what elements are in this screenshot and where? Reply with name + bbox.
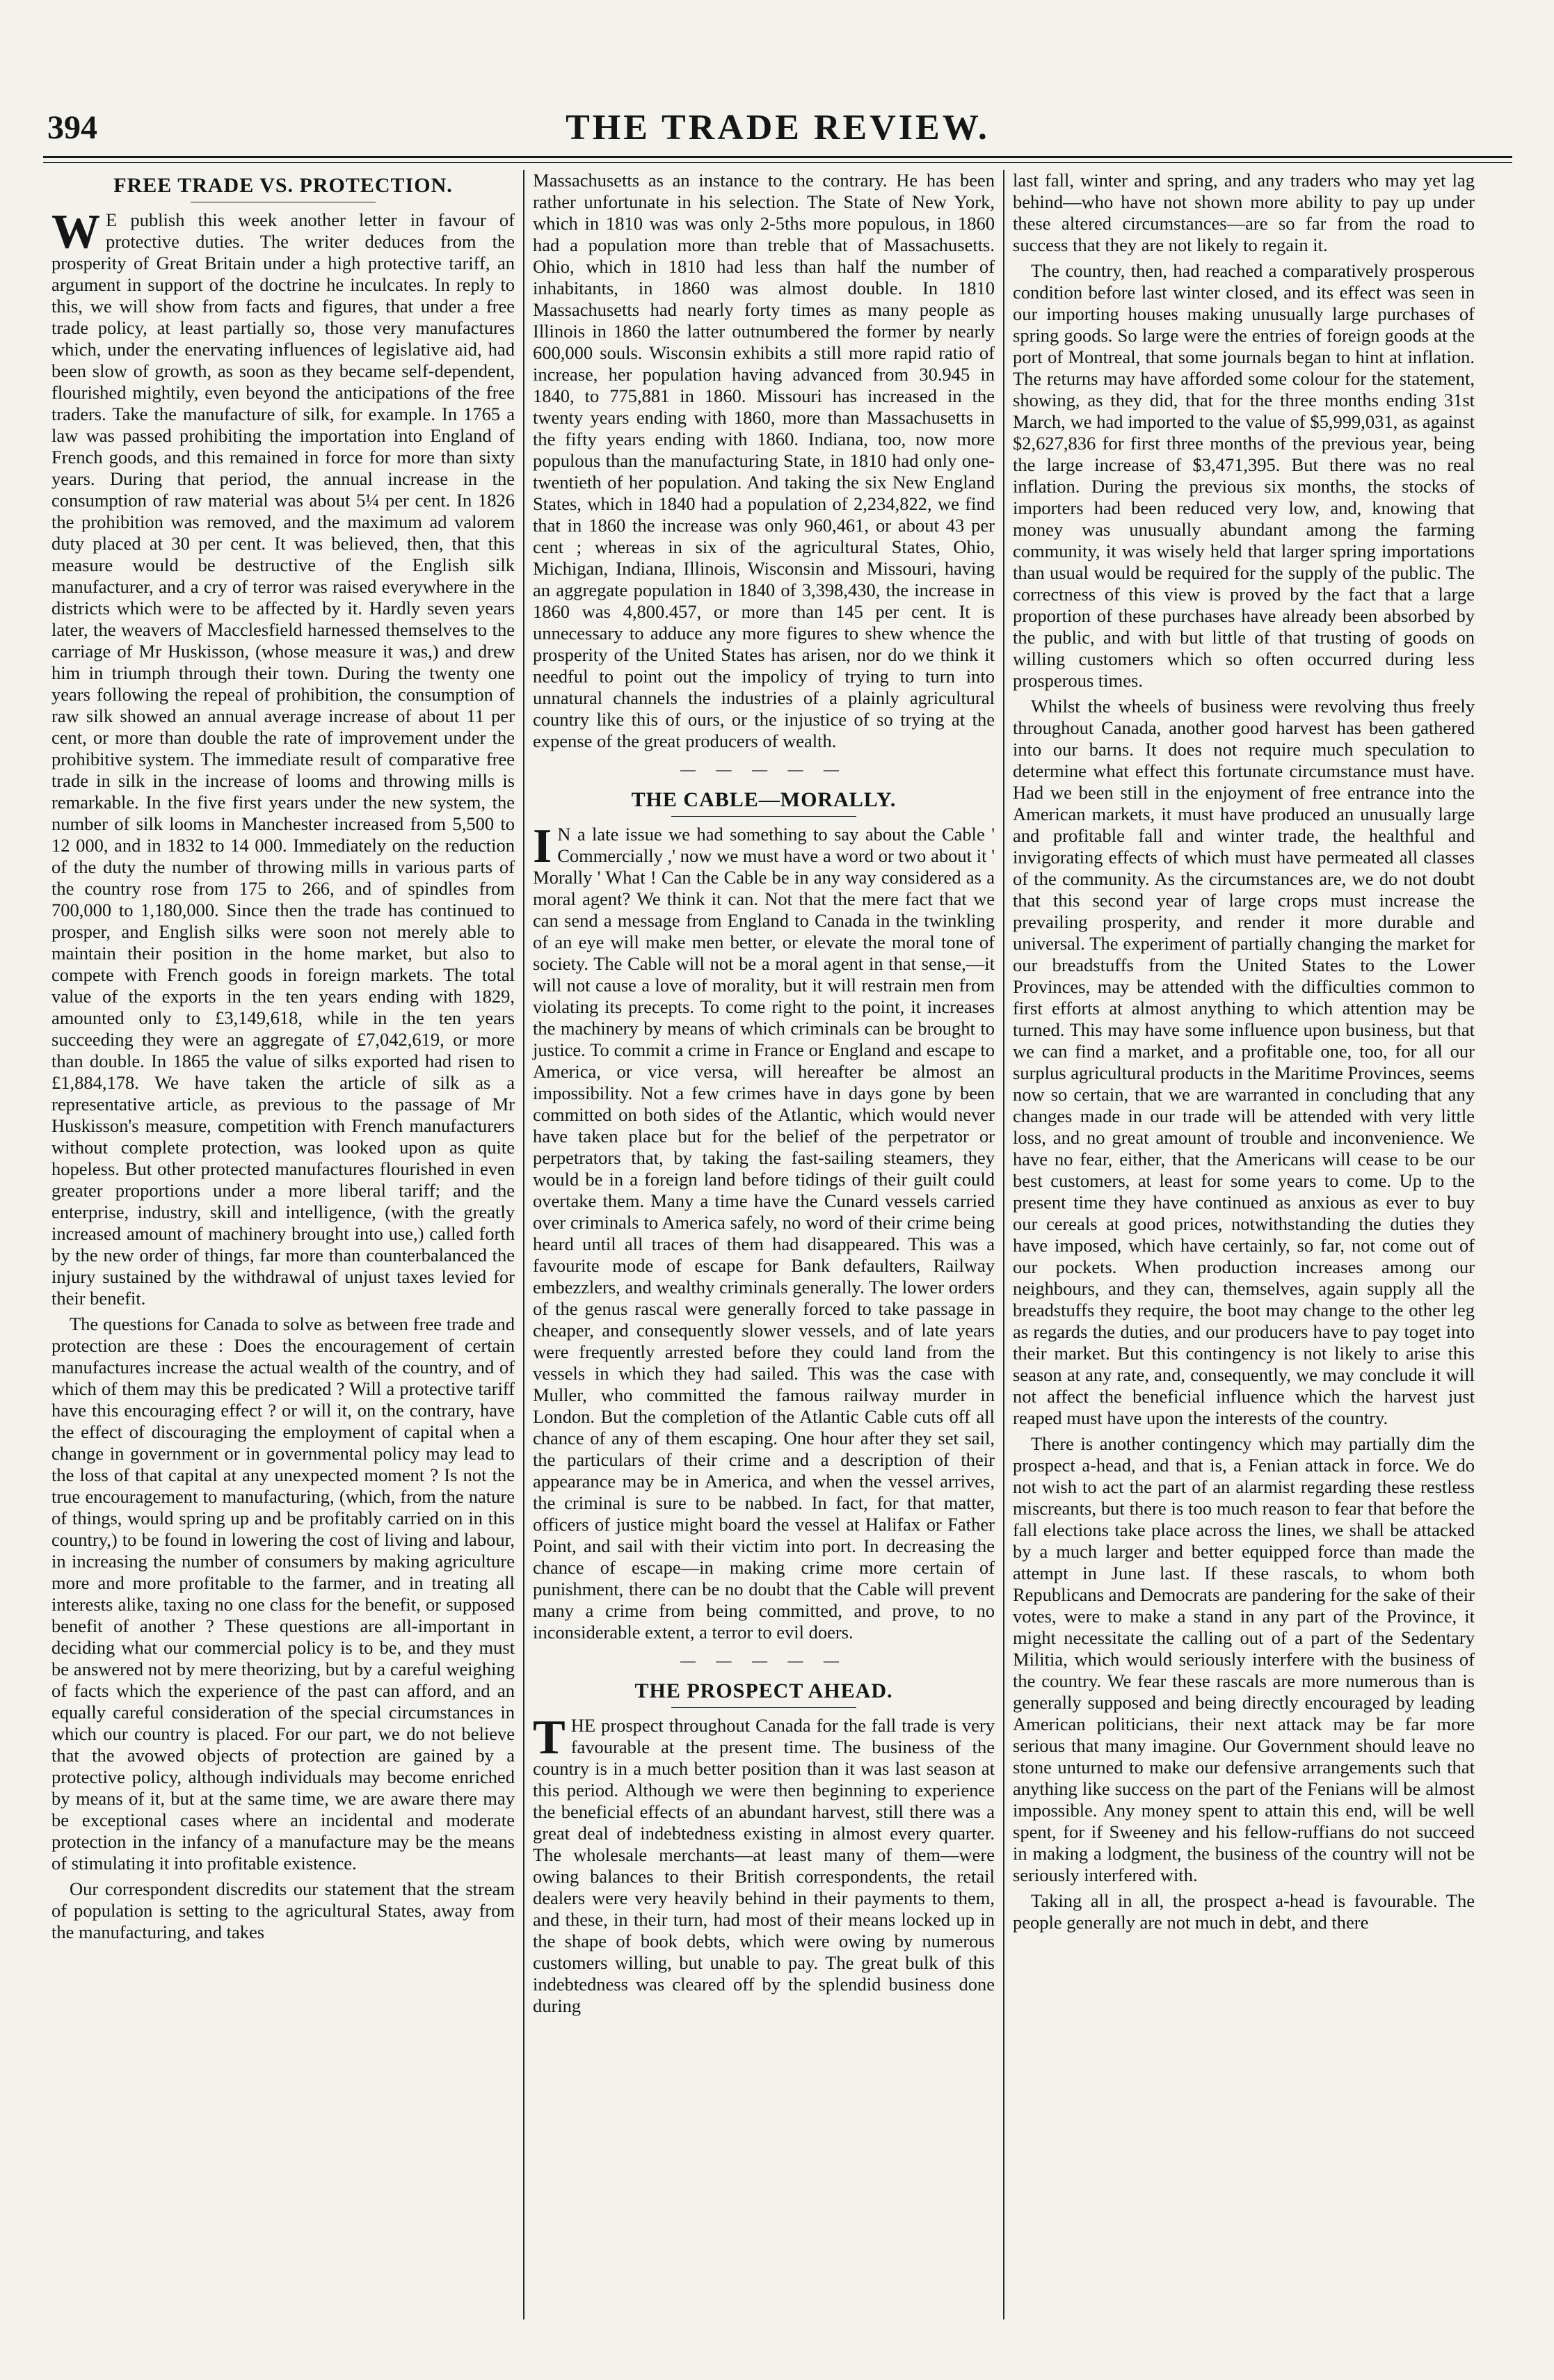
article-separator: — — — — — bbox=[680, 760, 847, 778]
masthead-rule bbox=[43, 162, 1512, 163]
prospect-paragraph: Taking all in all, the prospect a-head is favourable. The people generally are not much in debt, and there bbox=[1013, 1890, 1475, 1933]
prospect-lead-text: HE prospect throughout Canada for the fall trade is very favourable at the present time. The business of the country is in a much better position than it was last season at this period. Although we were then beginning to experience the beneficial effects of an abundant harvest, still there was a great deal of indebtedness existing in almost every quarter. The wholesale merchants—at least many of them—were owing balances to their British correspondents, the retail dealers were very heavily behind in their payments to them, and these, in their turn, had most of their means locked up in the shape of book debts, which were owing by numerous customers willing, but unable to pay. The great bulk of this indebtedness was cleared off by the splendid business done during bbox=[533, 1715, 995, 2016]
free-trade-paragraph: The questions for Canada to solve as between free trade and protection are these : Does the encouragement of certain manufactures increase the actual wealth of the country, and of which of them may this be predicated ? Will a protective tariff have this encouraging effect ? or will it, on the contrary, have the effect of discouraging the employment of capital when a change in government or in governmental policy may lead to the loss of that capital at any unexpected moment ? Is not the true encouragement to manufacturing, (which, from the nature of things, would spring up and be profitably carried on in this country,) to be found in lowering the cost of living and labour, in increasing the number of consumers by making agriculture more and more profitable to the farmer, and in treating all interests alike, taxing no one class for the benefit, or supposed benefit of another ? These questions are all-important in deciding what our commercial policy is to be, and they must be answered not by mere theorizing, but by a careful weighing of facts which the experience of the past can afford, and an equally careful consideration of the special circumstances in which our country is placed. For our part, we do not believe that the avowed objects of protection are gained by a protective policy, although individuals may become enriched by means of it, but at the same time, we are aware there may be exceptional cases where an incidental and moderate protection in the infancy of a manufacture may be the means of stimulating it into profitable existence. bbox=[51, 1313, 515, 1874]
free-trade-lead bbox=[51, 205, 515, 1309]
dropcap: T bbox=[533, 1711, 566, 1764]
page-number: 394 bbox=[47, 109, 97, 146]
column-3 bbox=[1003, 170, 1483, 2319]
free-trade-title: FREE TRADE VS. PROTECTION. bbox=[113, 174, 453, 197]
cable-lead bbox=[533, 820, 995, 1643]
prospect-paragraph: There is another contingency which may partially dim the prospect a-head, and that is, a Fenian attack in force. We do not wish to act the part of an alarmist regarding these restless miscreants, but there is too much reason to fear that before the fall elections take place across the lines, we shall be attacked by a much larger and better equipped force than made the attempt in June last. If these rascals, to whom both Republicans and Democrats are pandering for the sake of their votes, were to make a stand in any part of the Province, it might necessitate the calling out of a part of the Sedentary Militia, which would seriously interfere with the business of the country. We fear these rascals are more numerous than is generally supposed and being directly encouraged by leading American politicians, their next attack may be far more serious that many imagine. Our Government should leave no stone unturned to make our defensive arrangements such that anything like success on the part of the Fenians will be almost impossible. Any money spent to attain this end, will be well spent, for if Sweeney and his fellow-ruffians do not succeed in making a lodgment, the business of the country will not be seriously interfered with. bbox=[1013, 1433, 1475, 1885]
masthead-title: THE TRADE REVIEW. bbox=[566, 108, 990, 147]
title-rule bbox=[671, 816, 856, 817]
article-separator: — — — — — bbox=[680, 1652, 847, 1669]
free-trade-continued: Massachusetts as an instance to the contrary. He has been rather unfortunate in his selection. The State of New York, which in 1810 was was only 2-5ths more populous, in 1860 had a population more than treble that of Massachusetts. Ohio, which in 1810 had less than half the number of inhabitants, in 1860 was almost double. In 1810 Massachusetts had nearly forty times as many people as Illinois in 1860 the latter outnumbered the former by nearly 600,000 souls. Wisconsin exhibits a still more rapid ratio of increase, her population having advanced from 30.945 in 1840, to 775,881 in 1860. Missouri has increased in the twenty years ending with 1860, more than Massachusetts in the fifty years ending with 1860. Indiana, too, now more populous than the manufacturing State, in 1810 had only one-twentieth of her population. And taking the six New England States, which in 1840 had a population of 2,234,822, we find that in 1860 the increase was only 960,461, or about 43 per cent ; whereas in six of the agricultural States, Ohio, Michigan, Indiana, Illinois, Wisconsin and Missouri, having an aggregate population in 1840 of 3,398,430, the increase in 1860 was 4,800.457, or more than 145 per cent. It is unnecessary to adduce any more figures to shew whence the prosperity of the United States has arisen, nor do we think it needful to point out the impolicy of trying to turn into unnatural channels the industries of a plainly agricultural country like this of ours, or the injustice of so trying at the expense of the great producers of wealth. bbox=[533, 170, 995, 751]
dropcap: W bbox=[51, 205, 100, 259]
dropcap: I bbox=[533, 820, 552, 873]
cable-title: THE CABLE—MORALLY. bbox=[631, 788, 897, 811]
masthead bbox=[43, 104, 1512, 158]
title-rule bbox=[671, 1707, 856, 1708]
prospect-title: THE PROSPECT AHEAD. bbox=[634, 1679, 893, 1702]
prospect-paragraph: last fall, winter and spring, and any traders who may yet lag behind—who have not shown more ability to pay up under these altered circumstances—are so far from the road to success that they are not likely to regain it. bbox=[1013, 170, 1475, 255]
cable-lead-text: N a late issue we had something to say about the Cable ' Commercially ,' now we must have a word or two about it ' Morally ' What ! Can the Cable be in any way considered as a moral agent? We think it can. Not that the mere fact that we can send a message from England to Canada in the twinkling of an eye will make men better, or elevate the moral tone of society. The Cable will not be a moral agent in that sense,—it will not cause a love of morality, but it will restrain men from violating its precepts. To come right to the point, it increases the machinery by means of which criminals can be brought to justice. To commit a crime in France or England and escape to America, or vice versa, will hereafter be almost an impossibility. Not a few crimes have in days gone by been committed on both sides of the Atlantic, which would never have taken place but for the belief of the perpetrator or perpetrators that, by taking the fast-sailing steamers, they would be in a foreign land before tidings of their guilt could overtake them. Many a time have the Cunard vessels carried over criminals to America safely, no word of their crime being heard until all traces of them had disappeared. This was a favourite mode of escape for Bank defaulters, Railway embezzlers, and wealthy criminals generally. The lower orders of the genus rascal were generally forced to take passage in cheaper, and consequently slower vessels, and of late years were frequently arrested before they could land from the vessels in which they had sailed. This was the case with Muller, who committed the famous railway murder in London. But the completion of the Atlantic Cable cuts off all chance of any of them escaping. One hour after they set sail, the particulars of their crime and a description of their appearance may be in America, and when the vessel arrives, the criminal is sure to be nabbed. In fact, for that matter, officers of justice might board the vessel at Halifax or Father Point, and sail with their victim into port. In decreasing the chance of escape—in making crime more certain of punishment, there can be no doubt that the Cable will prevent many a crime from being committed, and prove, to no inconsiderable extent, a terror to evil doers. bbox=[533, 824, 995, 1643]
column-2 bbox=[523, 170, 1003, 2319]
columns bbox=[43, 170, 1512, 2319]
free-trade-lead-text: E publish this week another letter in favour of protective duties. The writer deduces from the prosperity of Great Britain under a high protective tariff, an argument in support of the doctrine he inculcates. In reply to this, we will show from facts and figures, that under a free trade policy, at least partially so, those very manufactures which, under the enervating influences of legislative aid, had been slow of growth, as soon as they became self-dependent, flourished mightily, even beyond the anticipations of the free traders. Take the manufacture of silk, for example. In 1765 a law was passed prohibiting the importation into England of French goods, and this remained in force for more than sixty years. During that period, the annual increase in the consumption of raw material was about 5¼ per cent. In 1826 the prohibition was removed, and the maximum ad valorem duty placed at 30 per cent. It was believed, then, that this measure would be destructive of the English silk manufacturer, and a cry of terror was raised everywhere in the districts which were to be affected by it. Hardly seven years later, the weavers of Macclesfield harnessed themselves to the carriage of Mr Huskisson, (whose measure it was,) and drew him in triumph through their town. During the twenty one years following the repeal of prohibition, the consumption of raw silk showed an annual average increase of about 11 per cent, or more than double the rate of improvement under the prohibitive system. The immediate result of comparative free trade in silk in the increase of looms and throwing mills is remarkable. In the five first years under the new system, the number of silk looms in Manchester increased from 5,500 to 12 000, and in 1832 to 14 000. Immediately on the reduction of the duty the number of throwing mills in various parts of the country rose from 175 to 266, and of spindles from 700,000 to 1,180,000. Since then the trade has continued to prosper, and English silks were soon not merely able to maintain their position in the home market, but also to compete with French goods in foreign markets. The total value of the exports in the ten years ending with 1829, amounted only to £3,149,618, while in the ten years succeeding they were an aggregate of £7,042,619, or more than double. In 1865 the value of silks exported had risen to £1,884,178. We have taken the article of silk as a representative article, as previous to the passage of Mr Huskisson's measure, competition with French manufacturers without complete protection, was looked upon as quite hopeless. But other protected manufactures flourished in even greater proportions under a more liberal tariff; and the enterprise, industry, skill and intelligence, (with the greatly increased amount of machinery brought into use,) called forth by the new order of things, far more than counterbalanced the injury sustained by the withdrawal of unjust taxes levied for their benefit. bbox=[51, 209, 515, 1309]
prospect-lead bbox=[533, 1711, 995, 2017]
free-trade-paragraph: Our correspondent discredits our statement that the stream of population is setting to the agricultural States, away from the manufacturing, and takes bbox=[51, 1878, 515, 1942]
prospect-paragraph: Whilst the wheels of business were revolving thus freely throughout Canada, another good harvest has been gathered into our barns. It does not require much speculation to determine what effect this fortunate circumstance must have. Had we been still in the enjoyment of free entrance into the American markets, it must have produced an unusually large and profitable fall and winter trade, the healthful and invigorating effects of which must have permeated all classes of the community. As the circumstances are, we do not doubt that this second year of large crops must increase the prevailing prosperity, and render it more durable and universal. The experiment of partially changing the market for our breadstuffs from the United States to the Lower Provinces, may be attended with the difficulties common to first efforts at almost anything to which attention may be turned. This may have some influence upon business, but that we can find a market, and a profitable one, too, for all our surplus agricultural products in the Maritime Provinces, seems now so certain, that we are warranted in concluding that any changes made in our trade will be attended with very little loss, and no great amount of trouble and inconvenience. We have no fear, either, that the Americans will cease to be our best customers, at least for some years to come. Up to the present time they have continued as anxious as ever to buy our cereals at good prices, notwithstanding the duties they have imposed, which have certainly, so far, not come out of our pockets. When production increases among our neighbours, and they can, themselves, again supply all the breadstuffs they require, the boot may change to the other leg as regards the duties, and our producers have to pay toget into their market. But this contingency is not likely to arise this season at any rate, and, consequently, we may conclude it will not affect the beneficial influence which the harvest just reaped must have upon the interests of the country. bbox=[1013, 696, 1475, 1428]
prospect-paragraph: The country, then, had reached a comparatively prosperous condition before last winter closed, and its effect was seen in our importing houses making unusually large purchases of spring goods. So large were the entries of foreign goods at the port of Montreal, that some journals began to hint at inflation. The returns may have afforded some colour for the statement, showing, as they did, that for the three months ending 31st March, we had imported to the value of $5,999,031, as against $2,627,836 for first three months of the previous year, being the large increase of $3,471,395. But there was no real inflation. During the previous six months, the stocks of importers had been reduced very low, and, knowing that money was unusually abundant among the farming community, it was wisely held that larger spring importations than usual would be required for the supply of the public. The correctness of this view is proved by the fact that a large proportion of these purchases have already been absorbed by the public, and with but little of that trusting of goods on willing customers which so often occurred during less prosperous times. bbox=[1013, 260, 1475, 691]
column-1 bbox=[43, 170, 523, 2319]
